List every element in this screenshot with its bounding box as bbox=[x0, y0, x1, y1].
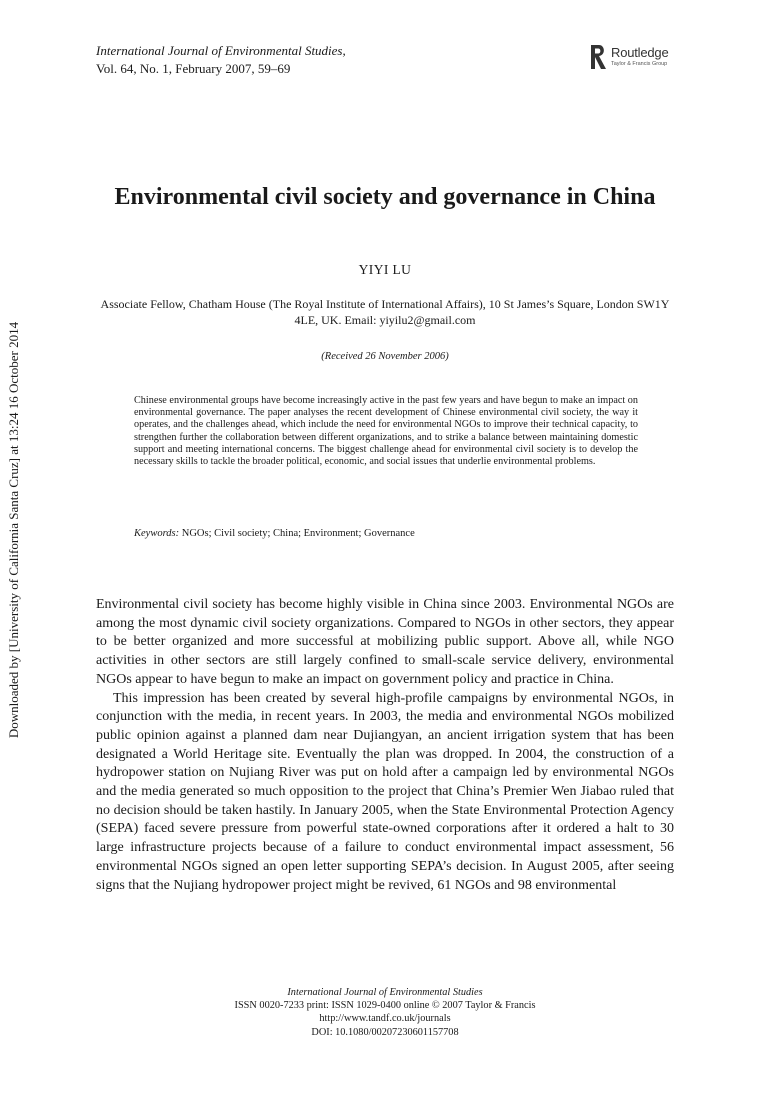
keywords-list: NGOs; Civil society; China; Environment; Governance bbox=[181, 528, 415, 539]
footer-url[interactable]: http://www.tandf.co.uk/journals bbox=[319, 1013, 451, 1025]
keywords bbox=[134, 528, 638, 539]
abstract: Chinese environmental groups have become increasingly active in the past few years and have begun to make an impact on environmental governance. The paper analyses the recent development of Chinese environmental civil society, the way it operates, and the challenges ahead, which include the need for environmental NGOs to improve their technical capacity, to strengthen further the collaboration between different organizations, and to strike a balance between maintaining domestic support and meeting international concerns. The biggest challenge ahead for environmental civil society is to develop the necessary skills to tackle the broader political, economic, and social issues that underlie environmental problems. bbox=[134, 395, 638, 468]
publisher-subtitle: Taylor & Francis Group bbox=[611, 61, 668, 67]
publisher-name: Routledge bbox=[611, 45, 669, 60]
routledge-r-logo-icon bbox=[590, 44, 608, 70]
body-text bbox=[96, 596, 674, 895]
journal-citation bbox=[96, 42, 346, 78]
footer-doi: DOI: 10.1080/00207230601157708 bbox=[311, 1026, 459, 1038]
body-paragraph: Environmental civil society has become highly visible in China since 2003. Environmental NGOs are among the most dynamic civil society organizations. Compared to NGOs in other sectors, they appear to be better organized and more successful at mobilizing public support. Above all, while NGO activities in other sectors are still largely confined to small-scale service delivery, environmental NGOs appear to have begun to make an impact on government policy and practice in China. bbox=[96, 597, 674, 687]
journal-name: International Journal of Environmental Studies, bbox=[96, 43, 346, 58]
download-watermark: Downloaded by [University of California Santa Cruz] at 13:24 16 October 2014 bbox=[6, 321, 21, 739]
author-affiliation: Associate Fellow, Chatham House (The Royal Institute of International Affairs), 10 St James’s Square, London SW1Y 4LE, UK. Email: yiyilu2@gmail.com bbox=[100, 297, 670, 327]
body-paragraph: This impression has been created by several high-profile campaigns by environmental NGOs, in conjunction with the media, in recent years. In 2003, the media and environmental NGOs mobilized public opinion against a planned dam near Dujiangyan, an ancient irrigation system that has been designated a World Heritage site. Eventually the plan was dropped. In 2004, the construction of a hydropower station on Nujiang River was put on hold after a campaign led by environmental NGOs and the media generated so much opposition to the project that China’s Premier Wen Jiabao ruled that no decision should be taken hastily. In January 2005, when the State Environmental Protection Agency (SEPA) faced severe pressure from powerful state-owned corporations after it ordered a halt to 30 large infrastructure projects because of a failure to conduct environmental impact assessment, 56 environmental NGOs signed an open letter supporting SEPA’s decision. In August 2005, after seeing signs that the Nujiang hydropower project might be revived, 61 NGOs and 98 environmental bbox=[96, 690, 674, 893]
publisher-logo bbox=[590, 44, 686, 72]
received-date: (Received 26 November 2006) bbox=[321, 351, 449, 362]
keywords-label: Keywords: bbox=[134, 528, 180, 539]
page-footer bbox=[96, 986, 674, 1039]
article-title: Environmental civil society and governance in China bbox=[114, 184, 656, 210]
footer-issn: ISSN 0020-7233 print: ISSN 1029-0400 online © 2007 Taylor & Francis bbox=[234, 1000, 536, 1012]
footer-journal-name: International Journal of Environmental Studies bbox=[287, 987, 483, 998]
author-name: YIYI LU bbox=[358, 262, 412, 277]
volume-info: Vol. 64, No. 1, February 2007, 59–69 bbox=[96, 61, 291, 76]
